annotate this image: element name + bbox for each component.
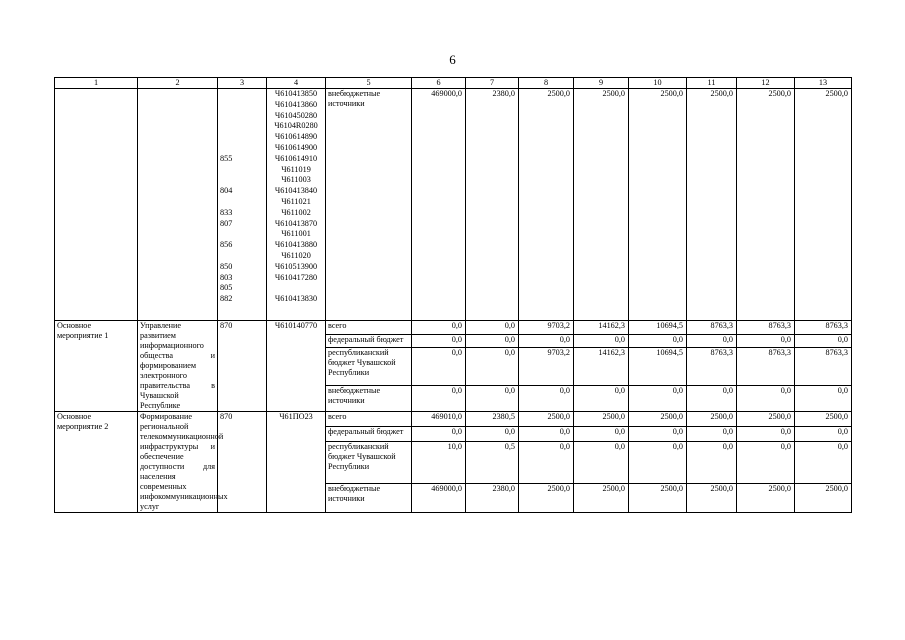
funding-source: федеральный бюджет [326,334,412,348]
grbs-code [220,251,264,262]
column-number: 2 [138,78,218,89]
value-cell: 2500,0 [795,89,852,321]
budget-table [54,77,852,513]
grbs-code: 850 [220,261,233,271]
column-number: 11 [687,78,737,89]
budget-class-code: Ч610413880 [274,240,318,250]
value-cell: 10694,5 [629,321,687,335]
budget-class-code: Ч611021 [281,196,311,206]
value-cell: 2500,0 [629,412,687,427]
grbs-code [220,175,264,186]
value-cell: 0,0 [687,427,737,442]
value-cell: 0,0 [412,348,466,386]
column-number: 4 [267,78,326,89]
budget-class-code: Ч61ПО23 [267,412,326,513]
value-cell: 2500,0 [629,89,687,321]
funding-source: внебюджетные источники [326,386,412,412]
budget-class-code-list [267,89,326,321]
value-cell: 0,0 [519,427,574,442]
event-description: Управление развитием информационного общества и формированием электронного правительства в Чувашской Республике [138,321,218,412]
budget-class-code: Ч610413840 [274,186,318,196]
value-cell: 2500,0 [737,484,795,513]
value-cell: 0,0 [795,442,852,484]
value-cell: 2500,0 [574,89,629,321]
value-cell: 469000,0 [412,484,466,513]
value-cell: 0,0 [737,386,795,412]
event-name: Основное мероприятие 1 [55,321,138,412]
value-cell: 0,0 [687,442,737,484]
value-cell: 2380,0 [466,89,519,321]
grbs-code [220,121,264,132]
budget-class-code: Ч610417280 [274,272,318,282]
value-cell: 0,0 [466,386,519,412]
grbs-code: 803 [220,272,233,282]
event-1-row-total [55,321,852,335]
value-cell: 2500,0 [519,89,574,321]
column-number: 10 [629,78,687,89]
value-cell: 8763,3 [687,348,737,386]
budget-class-code: Ч611002 [281,207,311,217]
event-2-row-total [55,412,852,427]
value-cell: 2500,0 [519,412,574,427]
funding-source: всего [326,412,412,427]
value-cell: 10694,5 [629,348,687,386]
grbs-code: 870 [218,321,267,412]
funding-source: внебюджетные источники [326,89,412,321]
event-desc-cell [138,89,218,321]
value-cell: 8763,3 [737,321,795,335]
value-cell: 0,0 [629,334,687,348]
grbs-code: 870 [218,412,267,513]
grbs-code: 804 [220,186,233,196]
value-cell: 0,0 [629,427,687,442]
value-cell: 0,0 [795,334,852,348]
value-cell: 0,0 [519,442,574,484]
value-cell: 0,0 [519,386,574,412]
value-cell: 2500,0 [737,412,795,427]
funding-source: республиканский бюджет Чувашской Республики [326,442,412,484]
value-cell: 14162,3 [574,321,629,335]
event-name: Основное мероприятие 2 [55,412,138,513]
value-cell: 2500,0 [629,484,687,513]
value-cell: 0,0 [737,427,795,442]
value-cell: 0,0 [574,386,629,412]
value-cell: 0,0 [412,427,466,442]
column-number: 6 [412,78,466,89]
budget-class-code: Ч610614910 [274,153,318,163]
column-number: 1 [55,78,138,89]
grbs-code [220,197,264,208]
value-cell: 8763,3 [795,348,852,386]
value-cell: 0,0 [466,334,519,348]
value-cell: 2500,0 [519,484,574,513]
value-cell: 0,0 [412,386,466,412]
value-cell: 2500,0 [737,89,795,321]
value-cell: 8763,3 [687,321,737,335]
value-cell: 8763,3 [795,321,852,335]
grbs-code: 805 [220,283,233,293]
continuation-row [55,89,852,321]
event-description: Формирование региональной телекоммуникационной инфраструктуры и обеспечение доступности для населения современных инфокоммуникационных услуг [138,412,218,513]
budget-class-code: Ч610450280 [274,110,318,120]
page-number: 6 [449,52,456,67]
budget-class-code: Ч6104R0280 [274,121,318,131]
grbs-code [220,165,264,176]
value-cell: 2500,0 [795,484,852,513]
column-number: 3 [218,78,267,89]
value-cell: 0,0 [466,348,519,386]
value-cell: 8763,3 [737,348,795,386]
value-cell: 9703,2 [519,321,574,335]
funding-source: всего [326,321,412,335]
budget-class-code: Ч610140770 [267,321,326,412]
value-cell: 2500,0 [574,484,629,513]
value-cell: 0,0 [519,334,574,348]
grbs-code [220,143,264,154]
grbs-code [220,100,264,111]
value-cell: 0,0 [629,442,687,484]
value-cell: 0,0 [574,427,629,442]
budget-class-code: Ч610614900 [274,142,318,152]
value-cell: 2500,0 [687,412,737,427]
budget-class-code: Ч610513900 [274,261,318,271]
value-cell: 0,0 [737,334,795,348]
value-cell: 2500,0 [687,89,737,321]
column-number: 13 [795,78,852,89]
column-number: 8 [519,78,574,89]
column-number-row [55,78,852,89]
value-cell: 10,0 [412,442,466,484]
value-cell: 0,0 [466,427,519,442]
value-cell: 14162,3 [574,348,629,386]
budget-class-code: Ч610614890 [274,132,318,142]
funding-source: внебюджетные источники [326,484,412,513]
budget-class-code: Ч611001 [281,229,311,239]
budget-class-code: Ч611020 [281,250,311,260]
budget-class-code: Ч610413850 [274,89,318,98]
value-cell: 0,0 [687,386,737,412]
value-cell: 0,0 [574,334,629,348]
funding-source: республиканский бюджет Чувашской Республики [326,348,412,386]
grbs-code: 882 [220,294,233,304]
value-cell: 0,0 [629,386,687,412]
value-cell: 2500,0 [795,412,852,427]
value-cell: 0,0 [795,386,852,412]
column-number: 7 [466,78,519,89]
value-cell: 2500,0 [687,484,737,513]
budget-class-code [269,283,323,294]
budget-class-code: Ч610413870 [274,218,318,228]
budget-class-code: Ч611019 [281,164,311,174]
value-cell: 0,0 [687,334,737,348]
grbs-code: 856 [220,240,233,250]
grbs-code [220,111,264,122]
grbs-code [220,229,264,240]
grbs-code-list [218,89,267,321]
grbs-code [220,132,264,143]
grbs-code [220,89,264,100]
value-cell: 2380,5 [466,412,519,427]
budget-class-code: Ч611003 [281,175,311,185]
value-cell: 0,0 [466,321,519,335]
column-number: 12 [737,78,795,89]
column-number: 5 [326,78,412,89]
value-cell: 0,0 [412,334,466,348]
value-cell: 469010,0 [412,412,466,427]
funding-source: федеральный бюджет [326,427,412,442]
grbs-code: 855 [220,153,233,163]
value-cell: 9703,2 [519,348,574,386]
value-cell: 0,0 [795,427,852,442]
value-cell: 0,0 [737,442,795,484]
value-cell: 469000,0 [412,89,466,321]
value-cell: 0,0 [574,442,629,484]
event-name-cell [55,89,138,321]
budget-class-code: Ч610413860 [274,99,318,109]
budget-class-code: Ч610413830 [274,294,318,304]
value-cell: 2500,0 [574,412,629,427]
value-cell: 0,0 [412,321,466,335]
value-cell: 0,5 [466,442,519,484]
value-cell: 2380,0 [466,484,519,513]
grbs-code: 807 [220,218,233,228]
column-number: 9 [574,78,629,89]
grbs-code: 833 [220,207,233,217]
